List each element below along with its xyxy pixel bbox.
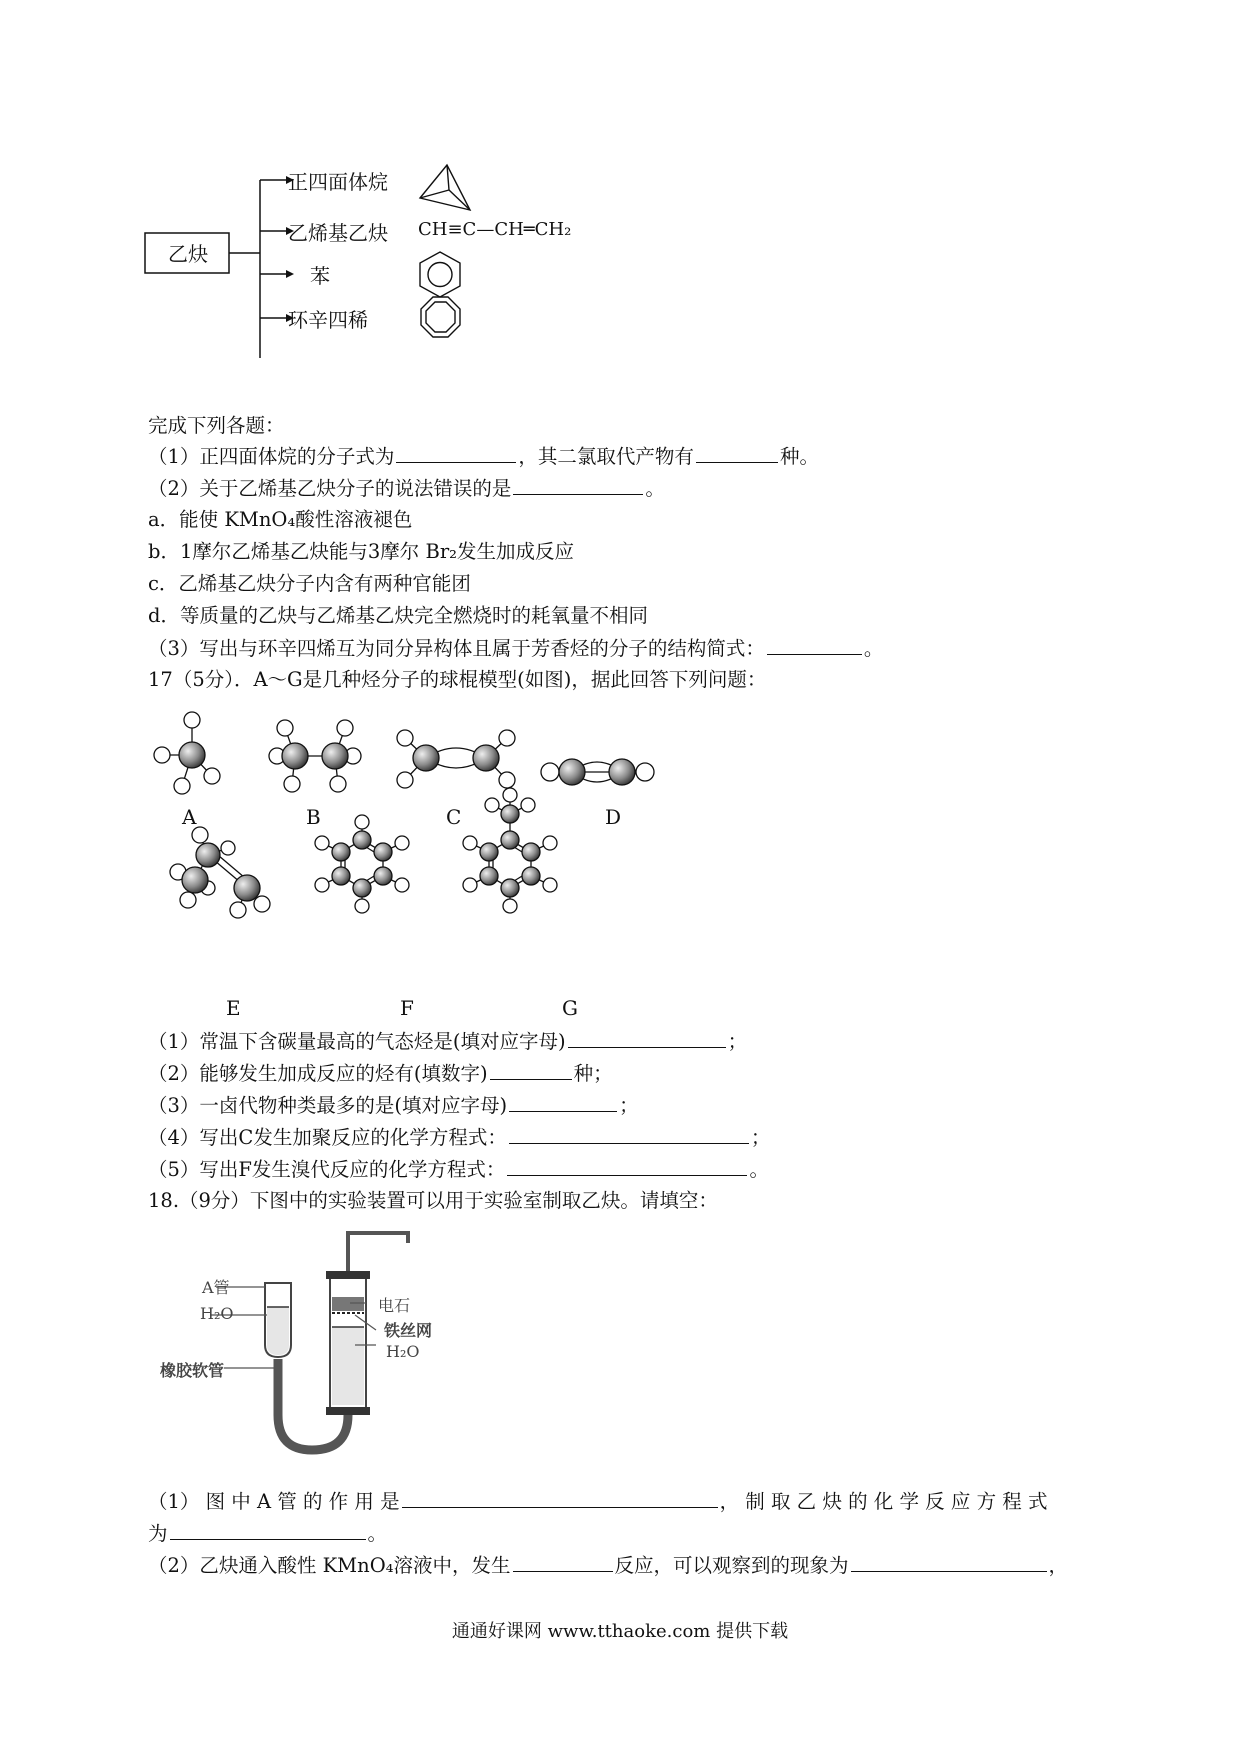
carbide-lumps — [332, 1297, 364, 1311]
answer-blank[interactable] — [402, 1487, 718, 1508]
q18-title: 18.（9分）下图中的实验装置可以用于实验室制取乙炔。请填空： — [148, 1189, 718, 1212]
branch-benzene: 苯 — [310, 264, 330, 288]
answer-blank[interactable] — [851, 1551, 1047, 1572]
answer-blank[interactable] — [568, 1027, 726, 1048]
model-d — [541, 759, 654, 785]
q16-option-b: b．1摩尔乙烯基乙炔能与3摩尔 Br₂发生加成反应 — [148, 540, 574, 563]
acetylene-diagram — [140, 160, 700, 390]
model-label-b: B — [306, 805, 321, 829]
answer-blank[interactable] — [696, 442, 778, 463]
branch-cyclooctatetraene: 环辛四稀 — [288, 308, 368, 332]
q16-part2: （2）关于乙烯基乙炔分子的说法错误的是 。 — [148, 474, 665, 503]
answer-blank[interactable] — [513, 1551, 613, 1572]
q18-part1-line2: 为 。 — [148, 1519, 387, 1548]
label-water-right: H₂O — [386, 1342, 420, 1361]
q17-part5: （5）写出F发生溴代反应的化学方程式： 。 — [148, 1155, 769, 1184]
label-water-left: H₂O — [200, 1304, 234, 1323]
answer-blank[interactable] — [513, 474, 643, 495]
acetylene-apparatus — [150, 1225, 480, 1465]
model-label-d: D — [605, 805, 622, 829]
q17-part1: （1）常温下含碳量最高的气态烃是(填对应字母) ； — [148, 1027, 747, 1056]
q17-part4: （4）写出C发生加聚反应的化学方程式： ； — [148, 1123, 770, 1152]
branch-vinylacetylene: 乙烯基乙炔 — [288, 221, 388, 245]
q16-option-d: d．等质量的乙炔与乙烯基乙炔完全燃烧时的耗氧量不相同 — [148, 604, 648, 627]
ball-stick-models — [140, 700, 660, 1010]
model-g — [463, 788, 557, 913]
benzene-structure — [420, 252, 460, 297]
answer-blank[interactable] — [507, 1155, 747, 1176]
model-label-g: G — [562, 996, 578, 1020]
diagram-lines — [140, 160, 700, 390]
model-c — [397, 730, 515, 788]
answer-blank[interactable] — [767, 634, 862, 655]
model-a — [154, 712, 220, 794]
label-a-tube: A管 — [202, 1278, 230, 1297]
label-rubber-tube: 橡胶软管 — [160, 1361, 225, 1380]
q18-part1-line1: （1） 图 中 A 管 的 作 用 是 ， 制 取 乙 炔 的 化 学 反 应 方 程 式 — [148, 1487, 1047, 1516]
model-label-a: A — [182, 805, 197, 829]
q16-option-c: c．乙烯基乙炔分子内含有两种官能团 — [148, 572, 471, 595]
q17-title: 17（5分）．A～G是几种烃分子的球棍模型(如图)，据此回答下列问题： — [148, 668, 767, 691]
tetrahedrane-structure — [420, 165, 470, 210]
label-wire-mesh: 铁丝网 — [384, 1321, 433, 1340]
q16-option-a: a．能使 KMnO₄酸性溶液褪色 — [148, 508, 413, 531]
model-label-e: E — [226, 996, 241, 1020]
q16-part1: （1）正四面体烷的分子式为 ，其二氯取代产物有 种。 — [148, 442, 819, 471]
model-e — [170, 827, 270, 918]
answer-blank[interactable] — [396, 442, 516, 463]
q16-intro: 完成下列各题： — [148, 414, 285, 437]
q18-part2: （2）乙炔通入酸性 KMnO₄溶液中，发生 反应，可以观察到的现象为 ， — [148, 1551, 1068, 1580]
q17-part2: （2）能够发生加成反应的烃有(填数字) 种； — [148, 1059, 613, 1088]
answer-blank[interactable] — [490, 1059, 572, 1080]
root-label: 乙炔 — [168, 242, 208, 266]
q16-part3: （3）写出与环辛四烯互为同分异构体且属于芳香烃的分子的结构简式： 。 — [148, 634, 883, 663]
answer-blank[interactable] — [170, 1519, 366, 1540]
answer-blank[interactable] — [509, 1091, 617, 1112]
answer-blank[interactable] — [509, 1123, 749, 1144]
model-f — [315, 815, 409, 913]
branch-tetrahedrane: 正四面体烷 — [288, 170, 388, 194]
vinylacetylene-formula: CH≡C—CH═CH₂ — [418, 219, 572, 240]
model-label-f: F — [400, 996, 414, 1020]
q17-part3: （3）一卤代物种类最多的是(填对应字母) ； — [148, 1091, 639, 1120]
model-b — [269, 720, 361, 792]
page-footer: 通通好课网 www.tthaoke.com 提供下载 — [451, 1621, 789, 1642]
cyclooctatetraene-structure — [421, 297, 460, 337]
label-carbide: 电石 — [378, 1296, 411, 1315]
model-label-c: C — [446, 805, 462, 829]
